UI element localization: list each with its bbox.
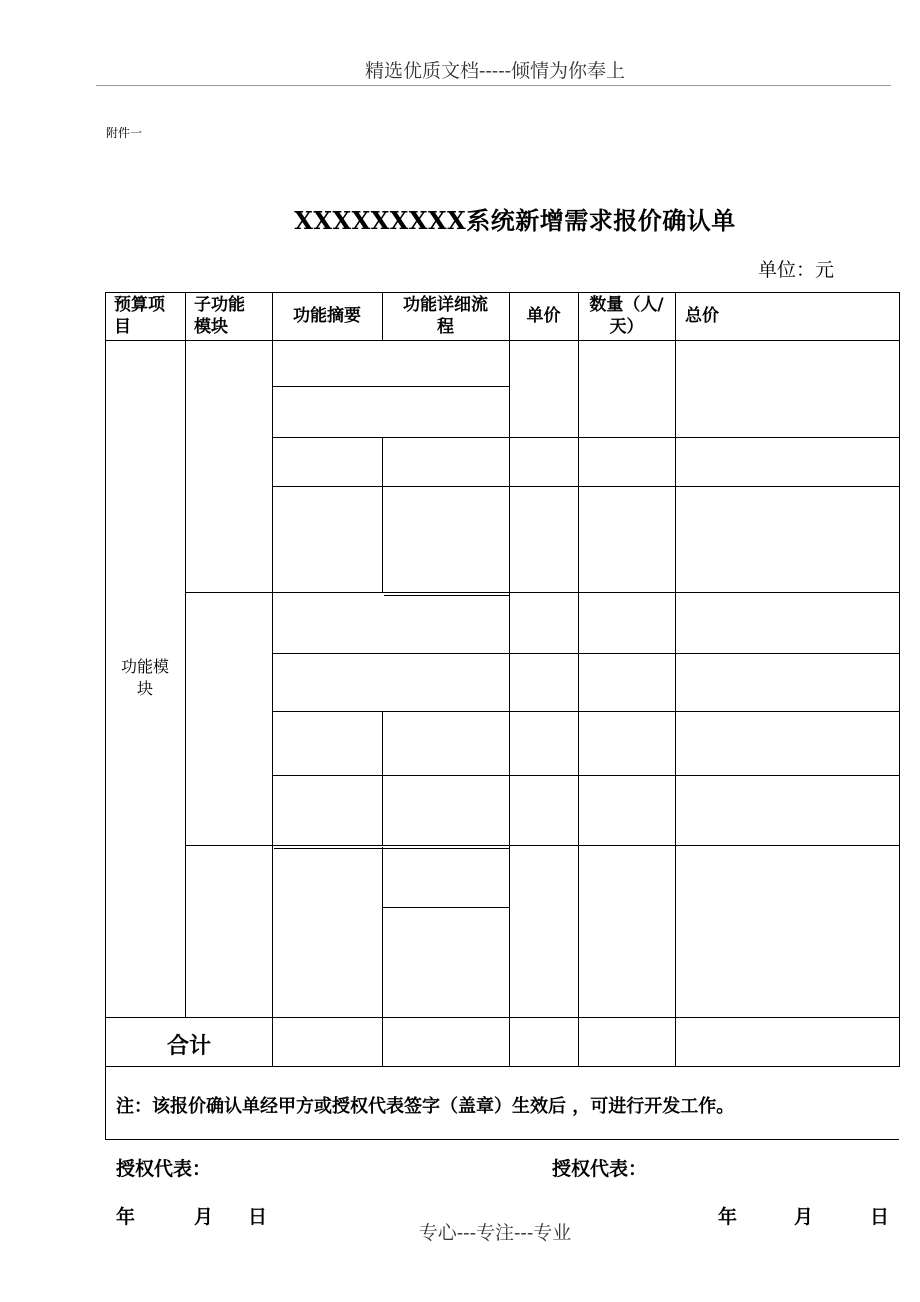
header-sub-module: 子功能 模块: [194, 295, 245, 337]
col-divider: [272, 292, 273, 1067]
row-divider: [185, 592, 899, 593]
page-header-title: 精选优质文档-----倾情为你奉上: [364, 60, 626, 82]
header-row-bottom: [105, 340, 899, 341]
attachment-label: 附件一: [106, 126, 143, 140]
table-border-right: [899, 292, 900, 1067]
row-divider: [272, 653, 899, 654]
row-divider: [274, 848, 509, 849]
signature-right-label: 授权代表：: [552, 1158, 648, 1180]
header-function-detail: 功能详细流 程: [403, 295, 488, 337]
row-divider: [272, 437, 899, 438]
col-divider: [382, 847, 383, 1067]
date-left-year: 年: [116, 1206, 136, 1228]
col-divider: [382, 711, 383, 845]
row-divider: [272, 711, 899, 712]
row-divider: [384, 595, 509, 596]
col-divider: [578, 292, 579, 1067]
col-divider: [675, 292, 676, 1067]
row-divider: [272, 775, 899, 776]
header-divider: [96, 85, 891, 86]
date-left-day: 日: [248, 1206, 268, 1228]
col-divider: [382, 437, 383, 592]
row-divider: [272, 386, 509, 387]
header-unit-price: 单价: [526, 306, 561, 326]
unit-label: 单位：元: [758, 259, 835, 281]
header-budget-item: 预算项 目: [114, 295, 165, 337]
signature-left-label: 授权代表：: [116, 1158, 212, 1180]
document-title: XXXXXXXXX系统新增需求报价确认单: [294, 206, 736, 235]
category-function-module: 功能模 块: [120, 657, 169, 698]
total-row-top: [105, 1017, 899, 1018]
col-divider: [185, 292, 186, 1017]
header-function-summary: 功能摘要: [293, 306, 361, 326]
date-right-month: 月: [794, 1206, 814, 1228]
col-divider: [509, 292, 510, 1067]
table-border-top: [105, 292, 899, 293]
total-label: 合计: [166, 1034, 211, 1059]
header-total-price: 总价: [685, 306, 719, 326]
approval-note: 注：该报价确认单经甲方或授权代表签字（盖章）生效后 ，可进行开发工作。: [116, 1096, 735, 1117]
page-footer: 专心---专注---专业: [418, 1222, 572, 1244]
row-divider: [272, 486, 899, 487]
date-right-year: 年: [718, 1206, 738, 1228]
table-border-left: [105, 292, 106, 1140]
row-divider: [185, 845, 899, 846]
total-row-bottom: [105, 1066, 899, 1067]
date-left-month: 月: [194, 1206, 214, 1228]
row-divider: [382, 907, 509, 908]
date-right-day: 日: [870, 1206, 890, 1228]
header-quantity: 数量（人/ 天）: [589, 295, 664, 337]
note-row-bottom: [105, 1139, 899, 1140]
